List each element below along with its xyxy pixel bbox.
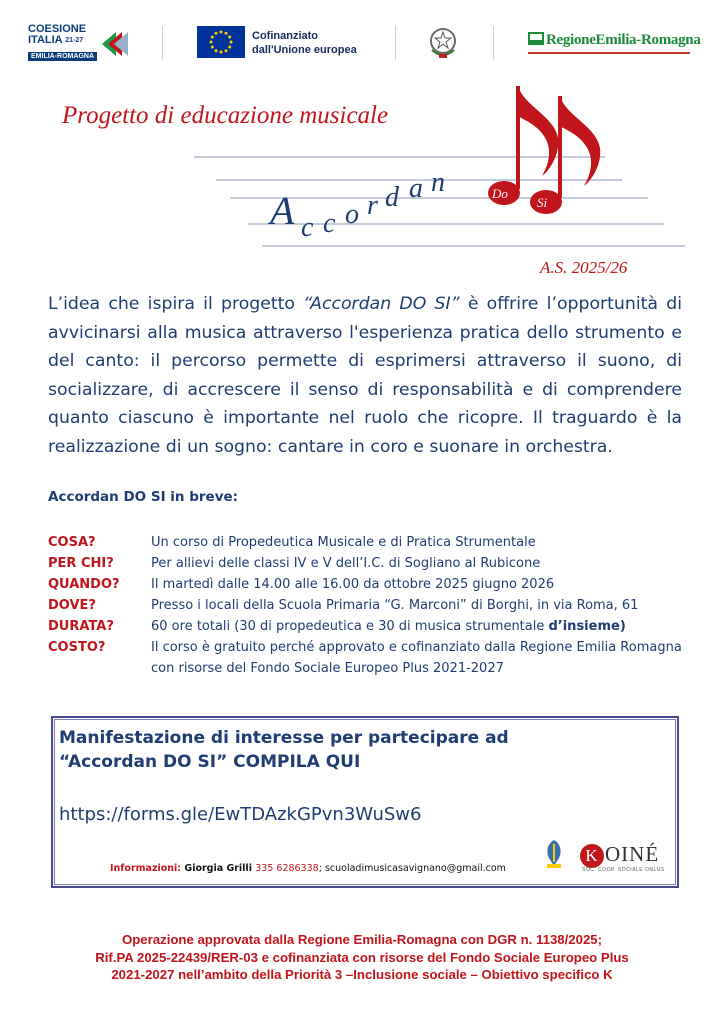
header-divider bbox=[162, 26, 163, 60]
title-letter-5: d bbox=[385, 182, 399, 213]
coesione-region: EMILIA-ROMAGNA bbox=[28, 52, 97, 61]
footer-line1: Operazione approvata dalla Regione Emilia-Romagna con DGR n. 1138/2025; bbox=[121, 932, 603, 947]
contact-label: Informazioni: bbox=[110, 863, 182, 874]
coesione-line1: COESIONE bbox=[28, 23, 87, 35]
contact-info bbox=[110, 863, 506, 874]
interest-box-title bbox=[59, 726, 509, 774]
info-key: COSTO? bbox=[48, 640, 106, 655]
note-label-si: Si bbox=[537, 195, 548, 210]
eu-line2: dall'Unione europea bbox=[252, 44, 357, 56]
koine-logo bbox=[580, 842, 659, 868]
info-key: PER CHI? bbox=[48, 556, 114, 571]
eu-line1: Cofinanziato bbox=[252, 30, 318, 42]
title-letter-7: n bbox=[431, 167, 445, 198]
title-letter-3: o bbox=[345, 199, 359, 230]
footer-notice bbox=[20, 931, 704, 984]
school-year: A.S. 2025/26 bbox=[540, 258, 628, 277]
coesione-arrows-icon bbox=[98, 24, 130, 62]
info-row-cosa bbox=[48, 532, 688, 553]
project-title: Progetto di educazione musicale bbox=[62, 102, 389, 129]
info-value: Il martedì dalle 14.00 alle 16.00 da ottobre 2025 giugno 2026 bbox=[151, 577, 555, 592]
info-key: DURATA? bbox=[48, 619, 114, 634]
title-letter-0: A bbox=[270, 188, 295, 233]
region-mark-icon bbox=[528, 32, 544, 45]
info-key: COSA? bbox=[48, 535, 96, 550]
footer-line3: 2021-2027 nell’ambito della Priorità 3 –Inclusione sociale – Obiettivo specifico K bbox=[111, 967, 613, 982]
header-divider bbox=[493, 26, 494, 60]
intro-part1: L’idea che ispira il progetto bbox=[48, 294, 304, 314]
info-value: Il corso è gratuito perché approvato e cofinanziato dalla Regione Emilia Romagna con risorse del Fondo Sociale Europeo Plus 2021-2027 bbox=[151, 640, 682, 676]
footer-line2: Rif.PA 2025-22439/RER-03 e cofinanziata con risorse del Fondo Sociale Europeo Plus bbox=[95, 949, 629, 965]
coesione-years: 21-27 bbox=[65, 37, 84, 44]
info-value: 60 ore totali (30 di propedeutica e 30 di musica strumentale bbox=[151, 619, 549, 634]
brief-heading: Accordan DO SI in breve: bbox=[48, 489, 239, 505]
italian-republic-emblem-icon bbox=[428, 26, 458, 60]
regione-emilia-romagna-logo bbox=[528, 32, 701, 49]
note-flag-do bbox=[518, 86, 558, 176]
eu-flag-icon bbox=[197, 26, 245, 58]
note-label-do: Do bbox=[492, 186, 508, 201]
header-divider bbox=[395, 26, 396, 60]
info-value: Presso i locali della Scuola Primaria “G. Marconi” di Borghi, in via Roma, 61 bbox=[151, 598, 639, 613]
contact-phone: 335 6286338 bbox=[255, 863, 319, 874]
info-value-bold: d’insieme) bbox=[548, 619, 626, 634]
title-letter-4: r bbox=[367, 190, 378, 221]
info-row-quando bbox=[48, 574, 688, 595]
info-row-durata bbox=[48, 616, 688, 637]
info-row-per-chi bbox=[48, 553, 688, 574]
info-key: QUANDO? bbox=[48, 577, 120, 592]
intro-quote: “Accordan DO SI” bbox=[303, 294, 460, 314]
school-crest-icon bbox=[543, 838, 565, 870]
info-value-wrap bbox=[151, 616, 688, 637]
intro-paragraph bbox=[48, 290, 682, 461]
region-logo-text: RegioneEmilia-Romagna bbox=[546, 32, 701, 48]
title-letter-1: c bbox=[301, 212, 314, 243]
music-staff-logo bbox=[190, 76, 690, 256]
interest-line2: “Accordan DO SI” COMPILA QUI bbox=[59, 752, 361, 772]
region-logo-underline bbox=[528, 52, 690, 54]
info-key: DOVE? bbox=[48, 598, 96, 613]
intro-part2: è offrire l’opportunità di avvicinarsi alla musica attraverso l'esperienza pratica dello strumento e del canto: il percorso permette di esprimersi attraverso il suono, di socializzare, di accrescere il senso di responsabilità e di comprendere quanto ciascuno è importante nel ruolo che ricopre. Il traguardo è la realizzazione di un sogno: cantare in coro e suonare in orchestra. bbox=[48, 294, 682, 457]
info-value: Per allievi delle classi IV e V dell’I.C. di Sogliano al Rubicone bbox=[151, 556, 541, 571]
interest-line1: Manifestazione di interesse per partecipare ad bbox=[59, 728, 509, 748]
koine-subtitle: SOC. COOP. SOCIALE ONLUS bbox=[582, 867, 665, 873]
info-row-costo bbox=[48, 637, 688, 679]
koine-logo-text: OINÉ bbox=[605, 842, 660, 866]
koine-logo-k: K bbox=[580, 844, 604, 868]
coesione-italia-logo bbox=[28, 24, 132, 62]
note-flag-si bbox=[560, 96, 600, 186]
contact-email[interactable]: ; scuoladimusicasavignano@gmail.com bbox=[318, 863, 506, 874]
info-table bbox=[48, 532, 688, 679]
contact-name: Giorgia Grilli bbox=[181, 863, 256, 874]
title-letter-6: a bbox=[409, 173, 423, 204]
coesione-line2: ITALIA bbox=[28, 34, 63, 46]
eu-cofinanziato-text bbox=[252, 29, 357, 57]
info-row-dove bbox=[48, 595, 688, 616]
form-link[interactable]: https://forms.gle/EwTDAzkGPvn3WuSw6 bbox=[59, 804, 422, 825]
info-value: Un corso di Propedeutica Musicale e di Pratica Strumentale bbox=[151, 535, 536, 550]
title-letter-2: c bbox=[323, 208, 336, 239]
